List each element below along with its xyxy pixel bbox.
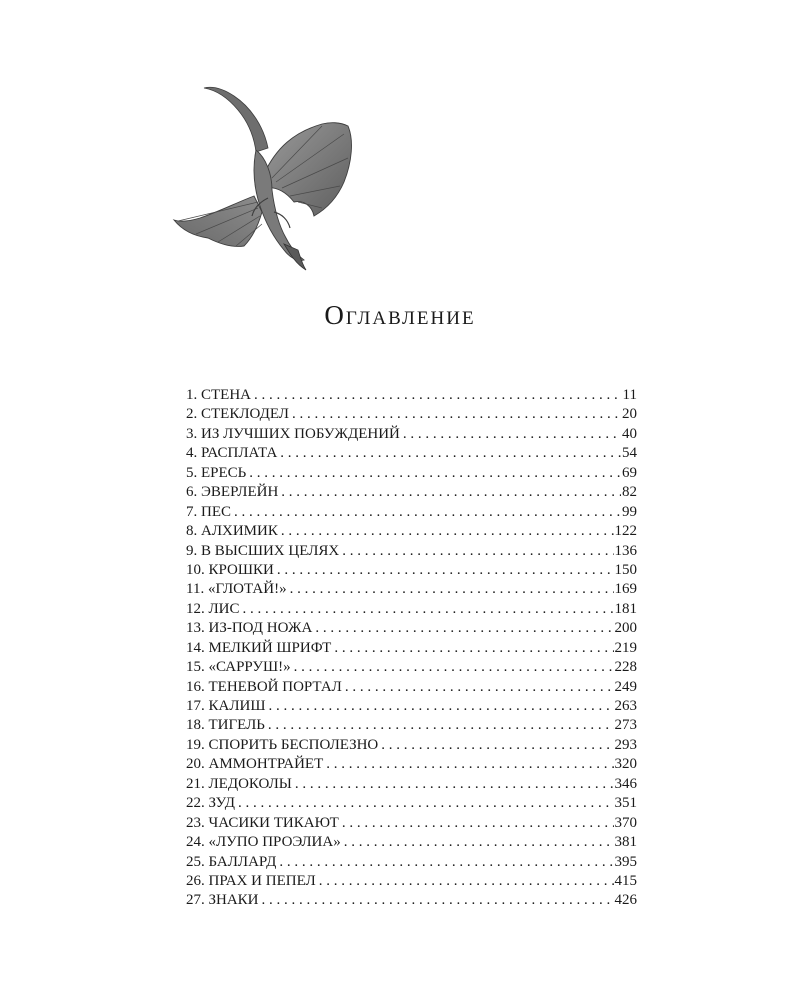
toc-entry-title: СТЕНА: [201, 387, 251, 403]
toc-entry-page: 82: [622, 484, 637, 501]
toc-entry-page: 54: [622, 445, 637, 462]
toc-entry-page: 11: [622, 387, 637, 403]
toc-entry-page: 219: [614, 639, 637, 656]
toc-entry-page: 181: [614, 600, 637, 617]
toc-leader-dots: [319, 872, 614, 891]
dragon-illustration: [172, 78, 372, 274]
toc-leader-dots: [344, 833, 614, 852]
toc-entry: [186, 542, 637, 561]
toc-entry-label: [186, 833, 344, 852]
toc-leader-dots: [295, 775, 614, 794]
toc-entry-title: ПЕС: [201, 503, 231, 520]
toc-entry-title: «ГЛОТАЙ!»: [207, 581, 287, 598]
toc-entry-number: 11.: [186, 581, 205, 598]
toc-leader-dots: [290, 580, 614, 599]
toc-entry-number: 2.: [186, 406, 198, 423]
toc-entry: [186, 658, 637, 677]
toc-entry-number: 25.: [186, 853, 205, 870]
toc-entry-number: 3.: [186, 425, 198, 442]
toc-entry-page: 40: [622, 425, 637, 442]
toc-entry-page: 228: [614, 659, 637, 676]
toc-entry-number: 21.: [186, 775, 205, 792]
toc-leader-dots: [334, 639, 613, 658]
toc-entry-title: ЭВЕРЛЕЙН: [201, 484, 279, 501]
toc-entry-page: 122: [614, 523, 637, 540]
toc-entry-page: 381: [614, 834, 637, 851]
toc-leader-dots: [249, 464, 621, 483]
toc-leader-dots: [381, 736, 613, 755]
toc-entry-page: 346: [614, 775, 637, 792]
toc-entry-page: 293: [614, 736, 637, 753]
toc-entry-page: 136: [614, 542, 637, 559]
toc-entry-number: 15.: [186, 659, 205, 676]
toc-entry-page: 415: [614, 872, 637, 889]
toc-leader-dots: [279, 853, 613, 872]
toc-entry-title: КРОШКИ: [208, 561, 274, 578]
toc-entry-title: ЕРЕСЬ: [201, 464, 247, 481]
toc-entry-label: [186, 444, 280, 463]
toc-entry-label: [186, 853, 279, 872]
toc-entry-title: ИЗ-ПОД НОЖА: [208, 620, 313, 637]
toc-entry-number: 16.: [186, 678, 205, 695]
toc-entry-page: 370: [614, 814, 637, 831]
toc-entry-number: 27.: [186, 892, 205, 909]
toc-entry: [186, 386, 637, 405]
toc-leader-dots: [345, 678, 614, 697]
toc-leader-dots: [403, 425, 621, 444]
toc-leader-dots: [268, 697, 613, 716]
toc-entry-label: [186, 580, 290, 599]
toc-entry-title: ТИГЕЛЬ: [208, 717, 265, 734]
toc-entry-label: [186, 658, 294, 677]
toc-entry-number: 5.: [186, 464, 198, 481]
toc-entry-label: [186, 872, 319, 891]
toc-entry-number: 10.: [186, 561, 205, 578]
toc-entry-number: 18.: [186, 717, 205, 734]
toc-entry: [186, 483, 637, 502]
toc-entry: [186, 561, 637, 580]
toc-entry: [186, 639, 637, 658]
toc-entry: [186, 678, 637, 697]
toc-entry-page: 395: [614, 853, 637, 870]
toc-entry: [186, 405, 637, 424]
toc-entry-page: 263: [614, 698, 637, 714]
toc-entry: [186, 580, 637, 599]
toc-entry-number: 13.: [186, 620, 205, 637]
toc-entry-label: [186, 775, 295, 794]
toc-entry-label: [186, 542, 342, 561]
toc-entry: [186, 716, 637, 735]
toc-entry-label: [186, 794, 238, 813]
toc-entry-number: 4.: [186, 445, 198, 462]
toc-entry: [186, 853, 637, 872]
toc-entry-title: ЛИС: [208, 600, 240, 617]
toc-entry-title: РАСПЛАТА: [201, 445, 278, 462]
toc-entry-label: [186, 755, 326, 774]
toc-entry-title: ЗНАКИ: [208, 892, 259, 909]
toc-entry-title: ИЗ ЛУЧШИХ ПОБУЖДЕНИЙ: [201, 425, 400, 442]
toc-entry-title: «САРРУШ!»: [208, 659, 291, 676]
toc-entry: [186, 464, 637, 483]
toc-entry-label: [186, 678, 345, 697]
toc-entry-number: 14.: [186, 639, 205, 656]
toc-entry-page: 69: [622, 464, 637, 481]
toc-entry: [186, 814, 637, 833]
toc-entry: [186, 522, 637, 541]
toc-leader-dots: [243, 600, 614, 619]
toc-leader-dots: [315, 619, 613, 638]
toc-leader-dots: [292, 405, 621, 424]
toc-leader-dots: [342, 542, 613, 561]
toc-entry-title: КАЛИШ: [208, 698, 266, 714]
toc-entry-page: 249: [614, 678, 637, 695]
toc-leader-dots: [294, 658, 614, 677]
toc-entry-label: [186, 639, 334, 658]
toc-entry-number: 6.: [186, 484, 198, 501]
toc-entry-title: СПОРИТЬ БЕСПОЛЕЗНО: [208, 736, 379, 753]
toc-entry-page: 150: [614, 561, 637, 578]
toc-leader-dots: [262, 891, 614, 910]
toc-entry-page: 426: [614, 892, 637, 909]
toc-entry-label: [186, 425, 403, 444]
toc-entry-label: [186, 522, 281, 541]
toc-entry: [186, 600, 637, 619]
toc-leader-dots: [277, 561, 614, 580]
toc-entry-title: ПРАХ И ПЕПЕЛ: [208, 872, 316, 889]
toc-entry-title: В ВЫСШИХ ЦЕЛЯХ: [201, 542, 340, 559]
toc-entry-page: 200: [614, 620, 637, 637]
toc-entry-number: 19.: [186, 736, 205, 753]
toc-entry-number: 24.: [186, 834, 205, 851]
toc-leader-dots: [280, 444, 621, 463]
toc-entry-number: 23.: [186, 814, 205, 831]
toc-entry-title: ЧАСИКИ ТИКАЮТ: [208, 814, 339, 831]
toc-entry: [186, 444, 637, 463]
toc-entry-label: [186, 891, 262, 910]
toc-leader-dots: [254, 386, 622, 405]
toc-entry-label: [186, 483, 281, 502]
toc-entry-label: [186, 697, 268, 716]
toc-entry-number: 26.: [186, 872, 205, 889]
toc-entry: [186, 755, 637, 774]
toc-entry-title: ТЕНЕВОЙ ПОРТАЛ: [208, 678, 342, 695]
toc-entry-label: [186, 600, 243, 619]
toc-entry-number: 1.: [186, 387, 198, 403]
toc-leader-dots: [342, 814, 614, 833]
toc-entry-label: [186, 814, 342, 833]
toc-entry-title: АММОНТРАЙЕТ: [208, 756, 324, 773]
toc-entry-label: [186, 464, 249, 483]
toc-entry: [186, 794, 637, 813]
toc-entry-label: [186, 386, 254, 405]
toc-leader-dots: [281, 522, 614, 541]
toc-entry-label: [186, 716, 268, 735]
toc-entry-label: [186, 619, 315, 638]
toc-entry-label: [186, 561, 277, 580]
toc-entry-title: СТЕКЛОДЕЛ: [201, 406, 289, 423]
toc-entry-number: 20.: [186, 756, 205, 773]
toc-entry-title: ЛЕДОКОЛЫ: [208, 775, 292, 792]
table-of-contents: [186, 386, 637, 911]
toc-leader-dots: [281, 483, 621, 502]
toc-entry-title: ЗУД: [208, 795, 235, 812]
toc-entry-page: 99: [622, 503, 637, 520]
toc-leader-dots: [238, 794, 614, 813]
toc-entry-title: БАЛЛАРД: [208, 853, 277, 870]
toc-entry-number: 12.: [186, 600, 205, 617]
toc-entry-number: 8.: [186, 523, 198, 540]
toc-entry-number: 17.: [186, 698, 205, 714]
toc-entry: [186, 891, 637, 910]
page-title: Оглавление: [324, 300, 476, 330]
toc-entry: [186, 775, 637, 794]
toc-entry: [186, 736, 637, 755]
toc-entry-number: 9.: [186, 542, 198, 559]
toc-entry: [186, 872, 637, 891]
toc-entry-title: АЛХИМИК: [201, 523, 278, 540]
toc-entry-page: 169: [614, 581, 637, 598]
toc-entry: [186, 697, 637, 716]
toc-leader-dots: [268, 716, 614, 735]
toc-entry: [186, 503, 637, 522]
toc-entry-number: 7.: [186, 503, 198, 520]
toc-leader-dots: [326, 755, 613, 774]
toc-entry-page: 20: [622, 406, 637, 423]
toc-entry-number: 22.: [186, 795, 205, 812]
toc-entry-label: [186, 736, 381, 755]
toc-entry-label: [186, 503, 234, 522]
toc-leader-dots: [234, 503, 621, 522]
toc-entry: [186, 619, 637, 638]
toc-entry-label: [186, 405, 292, 424]
toc-entry-page: 320: [614, 756, 637, 773]
toc-entry-title: «ЛУПО ПРОЭЛИА»: [208, 834, 341, 851]
toc-entry: [186, 833, 637, 852]
toc-entry: [186, 425, 637, 444]
toc-entry-title: МЕЛКИЙ ШРИФТ: [208, 639, 332, 656]
toc-entry-page: 351: [614, 795, 637, 812]
toc-entry-page: 273: [614, 717, 637, 734]
